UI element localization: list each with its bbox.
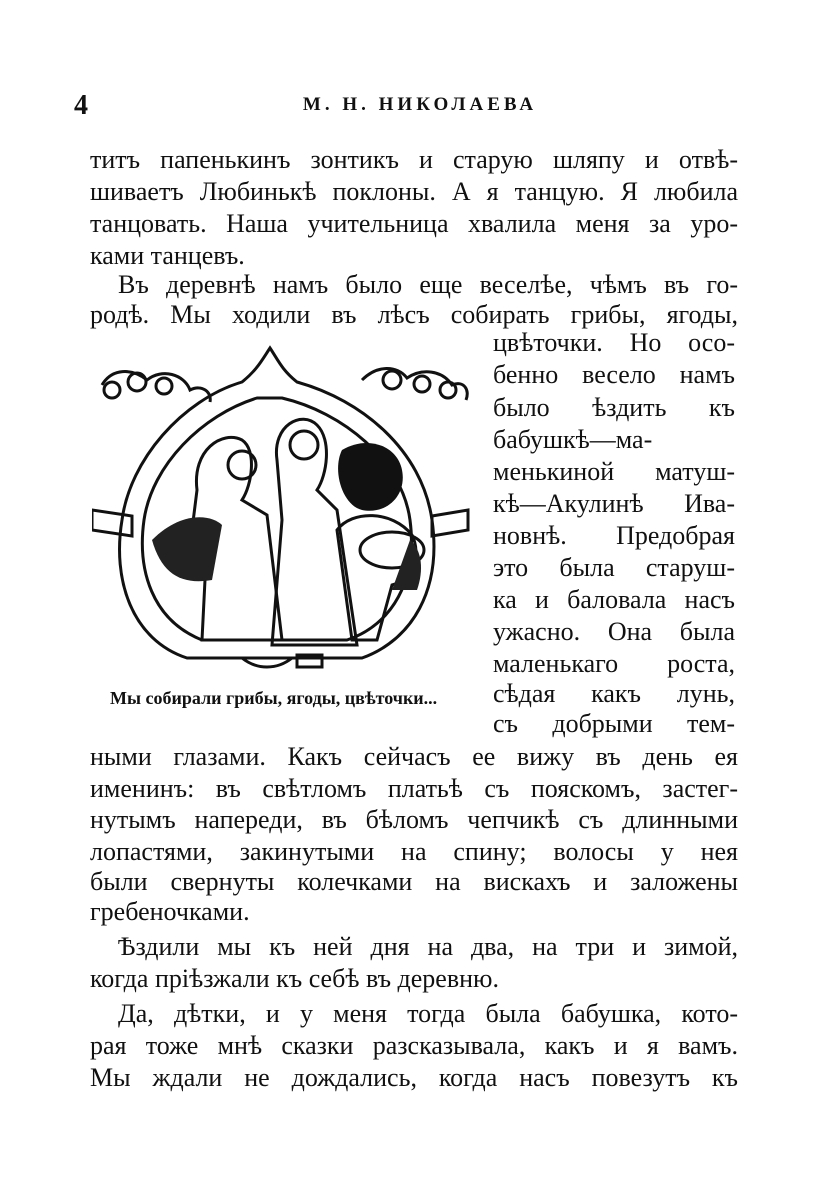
text-line: были свернуты колечками на вискахъ и заложены xyxy=(90,867,738,896)
text-line: это была старуш- xyxy=(493,553,735,582)
running-head: М. Н. НИКОЛАЕВА xyxy=(302,94,538,115)
text-line: сѣдая какъ лунь, xyxy=(493,679,735,708)
text-line: съ добрыми тем- xyxy=(493,709,735,738)
page-number: 4 xyxy=(74,90,88,121)
text-line: гребеночками. xyxy=(90,897,250,926)
illustration xyxy=(92,340,472,670)
text-line: менькиной матуш- xyxy=(493,457,735,486)
text-line: кѣ—Акулинѣ Ива- xyxy=(493,489,735,518)
text-line: танцовать. Наша учительница хвалила меня за уро- xyxy=(90,209,738,238)
text-line: маленькаго роста, xyxy=(493,649,735,678)
text-line: цвѣточки. Но осо- xyxy=(493,328,735,357)
text-line: именинъ: въ свѣтломъ платьѣ съ пояскомъ, застег- xyxy=(90,774,738,803)
text-line: ными глазами. Какъ сейчасъ ее вижу въ день ея xyxy=(90,742,738,771)
text-line: Да, дѣтки, и у меня тогда была бабушка, кото- xyxy=(118,999,738,1028)
text-line: шиваетъ Любинькѣ поклоны. А я танцую. Я любила xyxy=(90,177,738,206)
text-line: родѣ. Мы ходили въ лѣсъ собирать грибы, ягоды, xyxy=(90,300,738,329)
text-line: ужасно. Она была xyxy=(493,617,735,646)
text-line: ка и баловала насъ xyxy=(493,585,735,614)
text-line: лопастями, закинутыми на спину; волосы у нея xyxy=(90,837,738,866)
illustration-caption: Мы собирали грибы, ягоды, цвѣточки... xyxy=(110,688,438,708)
text-line: бабушкѣ—ма- xyxy=(493,425,653,454)
text-line: Мы ждали не дождались, когда насъ повезутъ къ xyxy=(90,1063,738,1092)
dark-hollow xyxy=(338,443,403,511)
text-line: бенно весело намъ xyxy=(493,360,735,389)
text-line: Въ деревнѣ намъ было еще веселѣе, чѣмъ въ го- xyxy=(118,270,738,299)
text-line: Ѣздили мы къ ней дня на два, на три и зимой, xyxy=(118,932,738,961)
text-line: было ѣздить къ xyxy=(493,393,735,422)
text-line: нутымъ напереди, въ бѣломъ чепчикѣ съ длинными xyxy=(90,805,738,834)
text-line: когда пріѣзжали къ себѣ въ деревню. xyxy=(90,964,499,993)
text-line: рая тоже мнѣ сказки разсказывала, какъ и я вамъ. xyxy=(90,1031,738,1060)
text-line: новнѣ. Предобрая xyxy=(493,521,735,550)
text-line: титъ папенькинъ зонтикъ и старую шляпу и отвѣ- xyxy=(90,145,738,174)
text-line: ками танцевъ. xyxy=(90,241,245,270)
